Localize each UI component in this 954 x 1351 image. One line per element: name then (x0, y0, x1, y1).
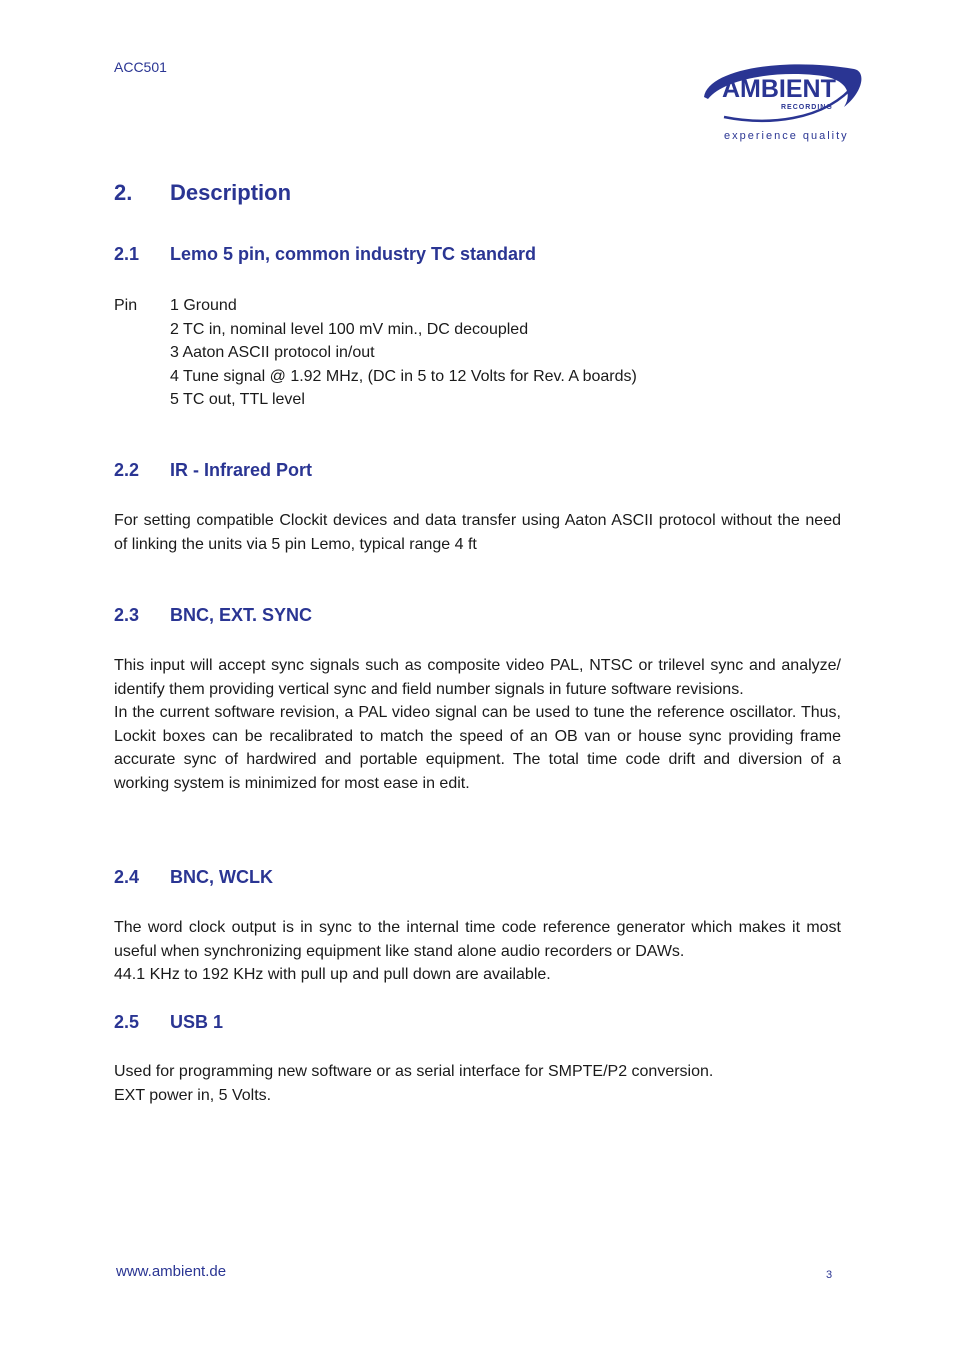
logo-tagline: experience quality (724, 130, 849, 142)
subsection-number: 2.4 (114, 867, 140, 887)
subsection-heading-2-1 (114, 244, 536, 265)
paragraph-text: 44.1 KHz to 192 KHz with pull up and pull down are available. (114, 966, 551, 983)
subsection-title: Lemo 5 pin, common industry TC standard (170, 244, 537, 264)
subsection-number: 2.5 (114, 1012, 140, 1032)
pin-item: 5 TC out, TTL level (170, 391, 305, 408)
usb-paragraph (114, 1060, 841, 1107)
logo-sub: RECORDING (781, 104, 833, 111)
wclk-paragraph (114, 916, 841, 987)
pin-label: Pin (114, 297, 138, 314)
logo-name: AMBIENT (722, 75, 836, 103)
pin-item: 4 Tune signal @ 1.92 MHz, (DC in 5 to 12 Volts for Rev. A boards) (170, 367, 637, 385)
paragraph-text: Used for programming new software or as serial interface for SMPTE/P2 conversion. (114, 1063, 714, 1080)
subsection-heading-2-5 (114, 1012, 223, 1033)
pin-item: 3 Aaton ASCII protocol in/out (170, 344, 375, 361)
subsection-title: IR - Infrared Port (170, 460, 313, 480)
footer-website-link[interactable]: www.ambient.de (116, 1263, 227, 1280)
paragraph-text: The word clock output is in sync to the internal time code reference generator which makes it most useful when synchronizing equipment like stand alone audio recorders or DAWs. (114, 919, 841, 960)
paragraph-text: In the current software revision, a PAL video signal can be used to tune the reference oscillator. Thus, Lockit boxes can be recalibrated to match the speed of an OB van or house sync providing frame accurate sync of hardwired and portable equipment. The total time code drift and diversion of a working system is minimized for most ease in edit. (114, 704, 841, 792)
paragraph-text: EXT power in, 5 Volts. (114, 1086, 272, 1104)
subsection-number: 2.1 (114, 244, 140, 264)
document-code: ACC501 (114, 59, 167, 75)
ir-port-paragraph (114, 509, 841, 556)
page-number: 3 (826, 1269, 833, 1281)
paragraph-text: This input will accept sync signals such as composite video PAL, NTSC or trilevel sync and analyze/ identify them providing vertical sync and field number signals in future software revisions. (114, 657, 841, 698)
subsection-heading-2-4 (114, 867, 273, 888)
paragraph-text: For setting compatible Clockit devices and data transfer using Aaton ASCII protocol without the need of linking the units via 5 pin Lemo, typical range 4 ft (114, 512, 841, 553)
pin-item: 1 Ground (170, 297, 237, 314)
section-heading (114, 180, 291, 206)
subsection-heading-2-2 (114, 460, 312, 481)
section-number: 2. (114, 180, 133, 205)
pin-item: 2 TC in, nominal level 100 mV min., DC decoupled (170, 320, 529, 338)
ambient-logo (694, 55, 866, 147)
pin-list (170, 294, 637, 412)
ext-sync-paragraph (114, 654, 841, 795)
subsection-number: 2.3 (114, 605, 140, 625)
subsection-title: USB 1 (170, 1012, 224, 1032)
subsection-title: BNC, WCLK (170, 867, 273, 887)
section-title: Description (170, 180, 292, 205)
subsection-title: BNC, EXT. SYNC (170, 605, 313, 625)
subsection-number: 2.2 (114, 460, 140, 480)
subsection-heading-2-3 (114, 605, 312, 626)
